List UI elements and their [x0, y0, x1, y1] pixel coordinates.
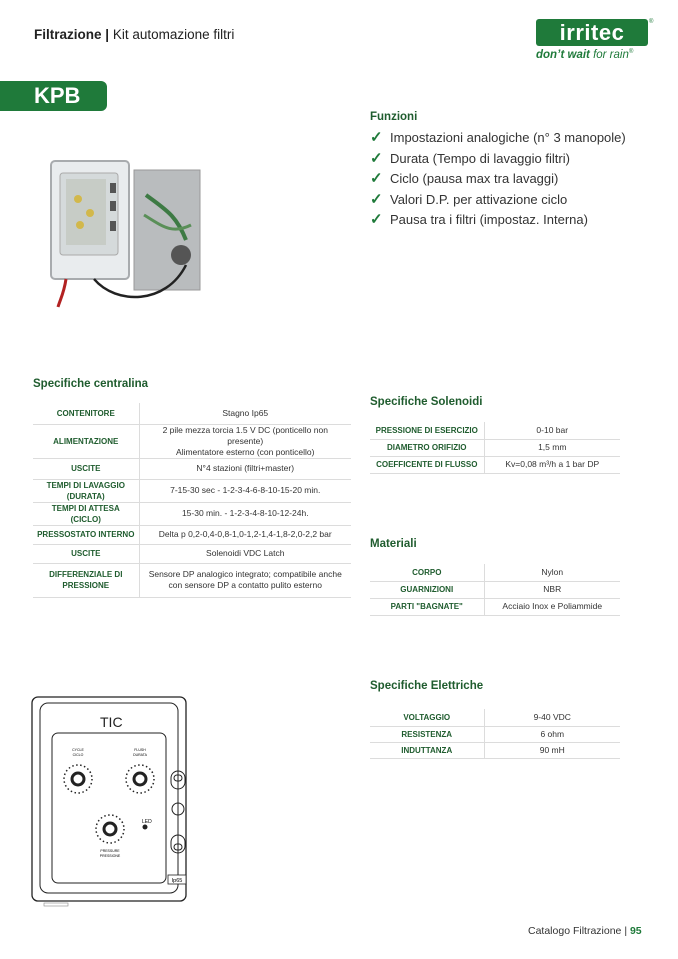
table-row: VOLTAGGIO 9-40 VDC	[370, 709, 620, 726]
header-separator: |	[105, 27, 110, 42]
ip-label: Ip65	[171, 878, 183, 884]
check-icon: ✓	[370, 190, 383, 208]
table-row: TEMPI DI ATTESA (CICLO) 15-30 min. - 1-2-3-4-8-10-12-24h.	[33, 502, 351, 525]
table-row: TEMPI DI LAVAGGIO (DURATA) 7-15-30 sec - 1-2-3-4-6-8-10-15-20 min.	[33, 479, 351, 502]
pressure-label: PRESSURE	[100, 849, 120, 853]
table-row: COEFFICENTE DI FLUSSO Kv=0,08 m³/h a 1 bar DP	[370, 456, 620, 473]
list-item: ✓ Valori D.P. per attivazione ciclo	[370, 190, 626, 211]
table-row: RESISTENZA 6 ohm	[370, 726, 620, 742]
flush-label: FLUSH	[134, 748, 146, 752]
table-row: PRESSIONE DI ESERCIZIO 0-10 bar	[370, 422, 620, 439]
tagline-bold: don’t wait	[536, 49, 590, 61]
product-badge: KPB	[0, 81, 107, 111]
page-number: 95	[629, 925, 642, 937]
funzioni-title: Funzioni	[370, 111, 418, 123]
materiali-title: Materiali	[370, 538, 417, 550]
table-row: ALIMENTAZIONE 2 pile mezza torcia 1.5 V DC (ponticello non presente) Alimentatore esterno (con ponticello)	[33, 424, 351, 458]
table-row: CORPO Nylon	[370, 564, 620, 581]
durata-label: DURATA	[133, 753, 147, 757]
tic-drawing	[30, 695, 190, 907]
list-item: ✓ Pausa tra i filtri (impostaz. Interna)	[370, 210, 626, 231]
table-row: INDUTTANZA 90 mH	[370, 742, 620, 758]
funzioni-list	[370, 128, 626, 231]
elettriche-title: Specifiche Elettriche	[370, 680, 484, 692]
product-photo	[46, 155, 206, 310]
led-label: LED	[142, 819, 152, 825]
table-row: CONTENITORE Stagno Ip65	[33, 403, 351, 424]
header-section: Filtrazione	[34, 27, 102, 42]
logo-wordmark: irritec	[536, 19, 648, 46]
list-item: ✓ Durata (Tempo di lavaggio filtri)	[370, 149, 626, 170]
solenoidi-table	[370, 422, 620, 474]
table-row: DIFFERENZIALE DI PRESSIONE Sensore DP analogico integrato; compatibile anche con sensore DP a contatto pulito esterno	[33, 563, 351, 597]
centralina-title: Specifiche centralina	[33, 378, 149, 390]
ciclo-label: CICLO	[72, 753, 84, 757]
footer-separator: |	[624, 925, 628, 937]
solenoidi-title: Specifiche Solenoidi	[370, 396, 483, 408]
check-icon: ✓	[370, 129, 383, 146]
elettriche-table	[370, 709, 620, 759]
tagline-registered: ®	[628, 49, 634, 56]
table-row: GUARNIZIONI NBR	[370, 581, 620, 598]
table-row: DIAMETRO ORIFIZIO 1,5 mm	[370, 439, 620, 456]
list-item: ✓ Impostazioni analogiche (n° 3 manopole)	[370, 128, 626, 149]
check-icon: ✓	[370, 149, 383, 167]
header-subsection: Kit automazione filtri	[112, 27, 235, 42]
check-icon: ✓	[370, 211, 383, 228]
logo-tagline	[536, 49, 652, 61]
materiali-table	[370, 564, 620, 616]
page-footer	[528, 925, 642, 937]
cycle-label: CYCLE	[72, 748, 84, 752]
table-row: USCITE N°4 stazioni (filtri+master)	[33, 458, 351, 479]
centralina-table	[33, 403, 351, 598]
table-row: PARTI "BAGNATE" Acciaio Inox e Poliammide	[370, 598, 620, 615]
logo-registered: ®	[649, 19, 654, 25]
footer-catalog: Catalogo Filtrazione	[528, 925, 622, 937]
table-row: PRESSOSTATO INTERNO Delta p 0,2-0,4-0,8-1,0-1,2-1,4-1,8-2,0-2,2 bar	[33, 525, 351, 544]
pressione-label: PRESSIONE	[99, 854, 121, 858]
page-header	[34, 27, 234, 42]
table-row: USCITE Solenoidi VDC Latch	[33, 544, 351, 563]
check-icon: ✓	[370, 170, 383, 187]
tagline-rest: for rain	[589, 49, 629, 61]
irritec-logo	[536, 19, 652, 67]
tic-title: TIC	[100, 714, 123, 730]
list-item: ✓ Ciclo (pausa max tra lavaggi)	[370, 169, 626, 190]
